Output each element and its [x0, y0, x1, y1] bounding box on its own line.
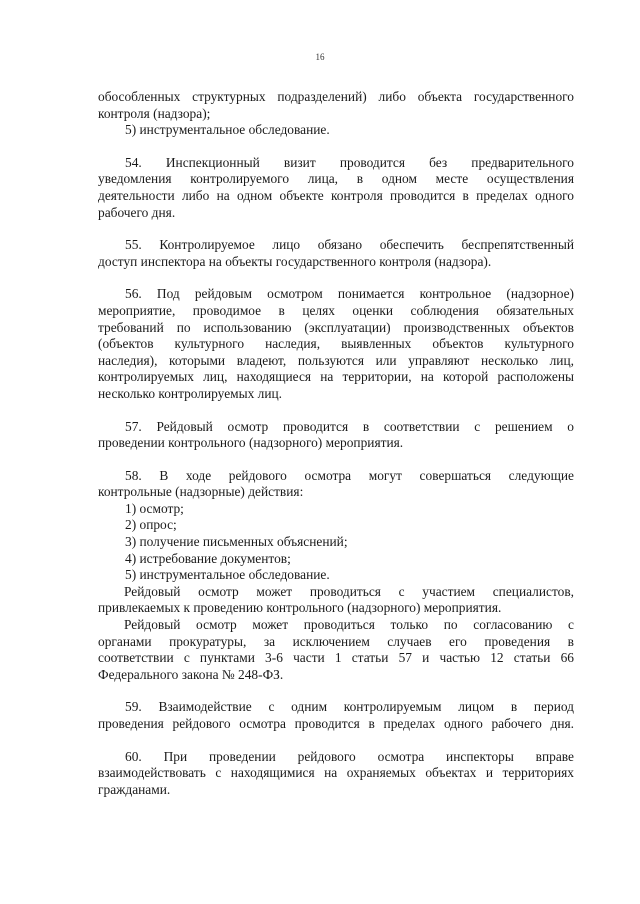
document-body: [98, 89, 574, 798]
text-line: мероприятие, проводимое в целях оценки соблюдения обязательных: [98, 302, 574, 318]
paragraph-p59: [98, 699, 574, 732]
text-line: 5) инструментальное обследование.: [125, 567, 330, 583]
text-line: гражданами.: [98, 781, 171, 797]
paragraph-p60: [98, 749, 574, 799]
paragraph-gap: [98, 270, 574, 286]
text-line: органами прокуратуры, за исключением случаев его проведения в: [98, 633, 574, 649]
text-line: контроля (надзора);: [98, 105, 211, 121]
paragraph-p56: [98, 286, 574, 402]
paragraph-p55: [98, 237, 574, 270]
text-line: 55. Контролируемое лицо обязано обеспечить беспрепятственный: [125, 237, 574, 253]
paragraph-gap: [98, 683, 574, 699]
text-line: несколько контролируемых лиц.: [98, 385, 283, 401]
text-line: наследия), которыми владеют, пользуются или управляют несколько лиц,: [98, 352, 574, 368]
paragraph-gap: [98, 452, 574, 468]
text-line: рабочего дня.: [98, 204, 176, 220]
text-line: требований по использованию (эксплуатации) производственных объектов: [98, 319, 574, 335]
paragraph-p57: [98, 419, 574, 452]
text-line: контролируемых лиц, находящиеся на территории, на которой расположены: [98, 369, 574, 385]
text-line: взаимодействовать с находящимися на охраняемых объектах и территориях: [98, 765, 574, 781]
paragraph-gap: [98, 733, 574, 749]
text-line: 60. При проведении рейдового осмотра инспекторы вправе: [125, 748, 574, 764]
text-line: Федерального закона № 248-ФЗ.: [98, 666, 284, 682]
text-line: 2) опрос;: [125, 517, 177, 533]
text-line: уведомления контролируемого лица, в одном месте осуществления: [98, 171, 574, 187]
text-line: обособленных структурных подразделений) либо объекта государственного: [98, 89, 574, 104]
text-line: 59. Взаимодействие с одним контролируемым лицом в период: [125, 699, 574, 715]
text-line: 54. Инспекционный визит проводится без предварительного: [125, 154, 574, 170]
text-line: доступ инспектора на объекты государственного контроля (надзора).: [98, 253, 492, 269]
text-line: привлекаемых к проведению контрольного (надзорного) мероприятия.: [98, 600, 502, 616]
text-line: 57. Рейдовый осмотр проводится в соответствии с решением о: [125, 418, 574, 434]
text-line: 58. В ходе рейдового осмотра могут совершаться следующие: [125, 467, 574, 483]
paragraph-p58: [98, 468, 574, 684]
paragraph-gap: [98, 139, 574, 155]
text-line: соответствии с пунктами 3-6 части 1 статьи 57 и частью 12 статьи 66: [98, 650, 574, 666]
text-line: проведении контрольного (надзорного) мероприятия.: [98, 435, 404, 451]
text-line: 4) истребование документов;: [125, 550, 291, 566]
text-line: (объектов культурного наследия, выявленных объектов культурного: [98, 336, 574, 352]
page-number: 16: [315, 52, 325, 62]
text-line: Рейдовый осмотр может проводиться только по согласованию с: [124, 617, 574, 633]
text-line: 5) инструментальное обследование.: [125, 122, 330, 138]
paragraph-gap: [98, 221, 574, 237]
text-line: проведения рейдового осмотра проводится в пределах одного рабочего дня.: [98, 716, 574, 731]
paragraph-cont: [98, 89, 574, 139]
paragraph-p54: [98, 155, 574, 221]
text-line: Рейдовый осмотр может проводиться с участием специалистов,: [124, 583, 574, 599]
text-line: 3) получение письменных объяснений;: [125, 534, 348, 550]
text-line: деятельности либо на одном объекте контроля проводится в пределах одного: [98, 187, 574, 203]
paragraph-gap: [98, 403, 574, 419]
text-line: 1) осмотр;: [125, 500, 184, 516]
text-line: 56. Под рейдовым осмотром понимается контрольное (надзорное): [125, 286, 574, 302]
text-line: контрольные (надзорные) действия:: [98, 484, 304, 500]
